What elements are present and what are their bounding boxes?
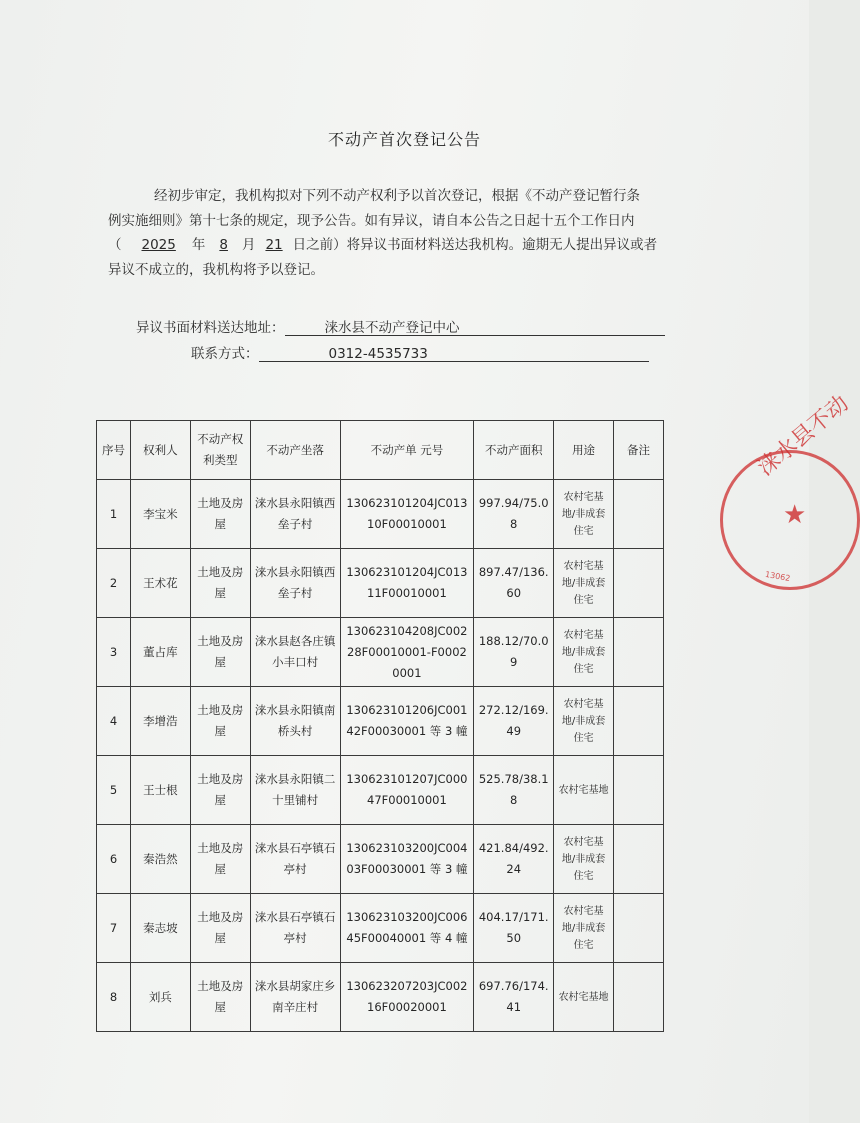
row-no: 7 [97,894,131,963]
row-location: 涞水县赵各庄镇小丰口村 [250,618,340,687]
header-note: 备注 [614,421,664,480]
row-no: 6 [97,825,131,894]
row-unit: 130623101204JC01311F00010001 [340,549,474,618]
seal-text: 涞水县不动 [753,391,854,481]
row-unit: 130623103200JC00403F00030001 等 3 幢 [340,825,474,894]
row-owner: 秦志坡 [130,894,190,963]
table-row [97,756,664,825]
row-type: 土地及房屋 [190,825,250,894]
para-line-3: （ 2025 年 8 月 21 日之前）将异议书面材料送达我机构。逾期无人提出异议或者 [108,237,658,253]
row-type: 土地及房屋 [190,618,250,687]
row-owner: 秦浩然 [130,825,190,894]
row-owner: 王士根 [130,756,190,825]
row-no: 1 [97,480,131,549]
header-unit-no: 不动产单 元号 [340,421,474,480]
header-area: 不动产面积 [474,421,554,480]
deadline-day: 21 [265,237,283,253]
header-location: 不动产坐落 [250,421,340,480]
deadline-month: 8 [219,237,228,253]
row-note [614,549,664,618]
contact-value: 0312-4535733 [259,346,649,362]
header-use: 用途 [554,421,614,480]
row-area: 897.47/136.60 [474,549,554,618]
row-area: 525.78/38.18 [474,756,554,825]
address-value: 涞水县不动产登记中心 [285,320,665,336]
row-use: 农村宅基地/非成套住宅 [554,480,614,549]
table-header-row [97,421,664,480]
row-unit: 130623101206JC00142F00030001 等 3 幢 [340,687,474,756]
row-no: 4 [97,687,131,756]
table-row [97,549,664,618]
row-unit: 130623207203JC00216F00020001 [340,963,474,1032]
row-note [614,894,664,963]
row-unit: 130623101204JC01310F00010001 [340,480,474,549]
row-type: 土地及房屋 [190,894,250,963]
header-owner: 权利人 [130,421,190,480]
row-owner: 王术花 [130,549,190,618]
table-row [97,618,664,687]
row-note [614,480,664,549]
row-use: 农村宅基地/非成套住宅 [554,549,614,618]
table-row [97,825,664,894]
header-no: 序号 [97,421,131,480]
row-use: 农村宅基地/非成套住宅 [554,687,614,756]
para-line-4: 异议不成立的，我机构将予以登记。 [108,261,324,278]
registration-table [96,420,664,1032]
row-no: 3 [97,618,131,687]
row-note [614,687,664,756]
notice-paragraph [108,184,688,282]
row-location: 涞水县永阳镇南桥头村 [250,687,340,756]
deadline-year: 2025 [141,237,176,253]
row-note [614,825,664,894]
contact-row [191,342,649,362]
row-area: 272.12/169.49 [474,687,554,756]
row-no: 8 [97,963,131,1032]
row-unit: 130623103200JC00645F00040001 等 4 幢 [340,894,474,963]
row-no: 2 [97,549,131,618]
row-area: 404.17/171.50 [474,894,554,963]
row-area: 697.76/174.41 [474,963,554,1032]
row-location: 涞水县永阳镇西垒子村 [250,480,340,549]
table-row [97,480,664,549]
row-note [614,756,664,825]
row-type: 土地及房屋 [190,756,250,825]
row-area: 421.84/492.24 [474,825,554,894]
row-use: 农村宅基地 [554,963,614,1032]
row-owner: 李宝米 [130,480,190,549]
row-location: 涞水县永阳镇西垒子村 [250,549,340,618]
row-type: 土地及房屋 [190,549,250,618]
row-no: 5 [97,756,131,825]
row-unit: 130623101207JC00047F00010001 [340,756,474,825]
row-location: 涞水县石亭镇石亭村 [250,825,340,894]
row-note [614,618,664,687]
seal-star-icon: ★ [783,500,807,530]
row-use: 农村宅基地 [554,756,614,825]
row-use: 农村宅基地/非成套住宅 [554,825,614,894]
row-owner: 董占库 [130,618,190,687]
row-location: 涞水县石亭镇石亭村 [250,894,340,963]
row-note [614,963,664,1032]
seal-number: 13062 [764,569,792,584]
row-owner: 李增浩 [130,687,190,756]
row-use: 农村宅基地/非成套住宅 [554,894,614,963]
row-area: 997.94/75.08 [474,480,554,549]
table-row [97,687,664,756]
row-type: 土地及房屋 [190,963,250,1032]
row-owner: 刘兵 [130,963,190,1032]
header-right-type: 不动产权利类型 [190,421,250,480]
table-row [97,963,664,1032]
row-area: 188.12/70.09 [474,618,554,687]
address-label: 异议书面材料送达地址： [136,320,285,336]
row-location: 涞水县永阳镇二十里铺村 [250,756,340,825]
row-location: 涞水县胡家庄乡南辛庄村 [250,963,340,1032]
row-use: 农村宅基地/非成套住宅 [554,618,614,687]
contact-label: 联系方式： [191,346,259,362]
para-line-1: 经初步审定，我机构拟对下列不动产权利予以首次登记，根据《不动产登记暂行条 [154,188,640,204]
notice-title: 不动产首次登记公告 [327,130,481,149]
para-line-2: 例实施细则》第十七条的规定，现予公告。如有异议，请自本公告之日起十五个工作日内 [108,212,635,229]
table-row [97,894,664,963]
row-type: 土地及房屋 [190,687,250,756]
address-row [136,316,665,336]
row-type: 土地及房屋 [190,480,250,549]
row-unit: 130623104208JC00228F00010001-F00020001 [340,618,474,687]
